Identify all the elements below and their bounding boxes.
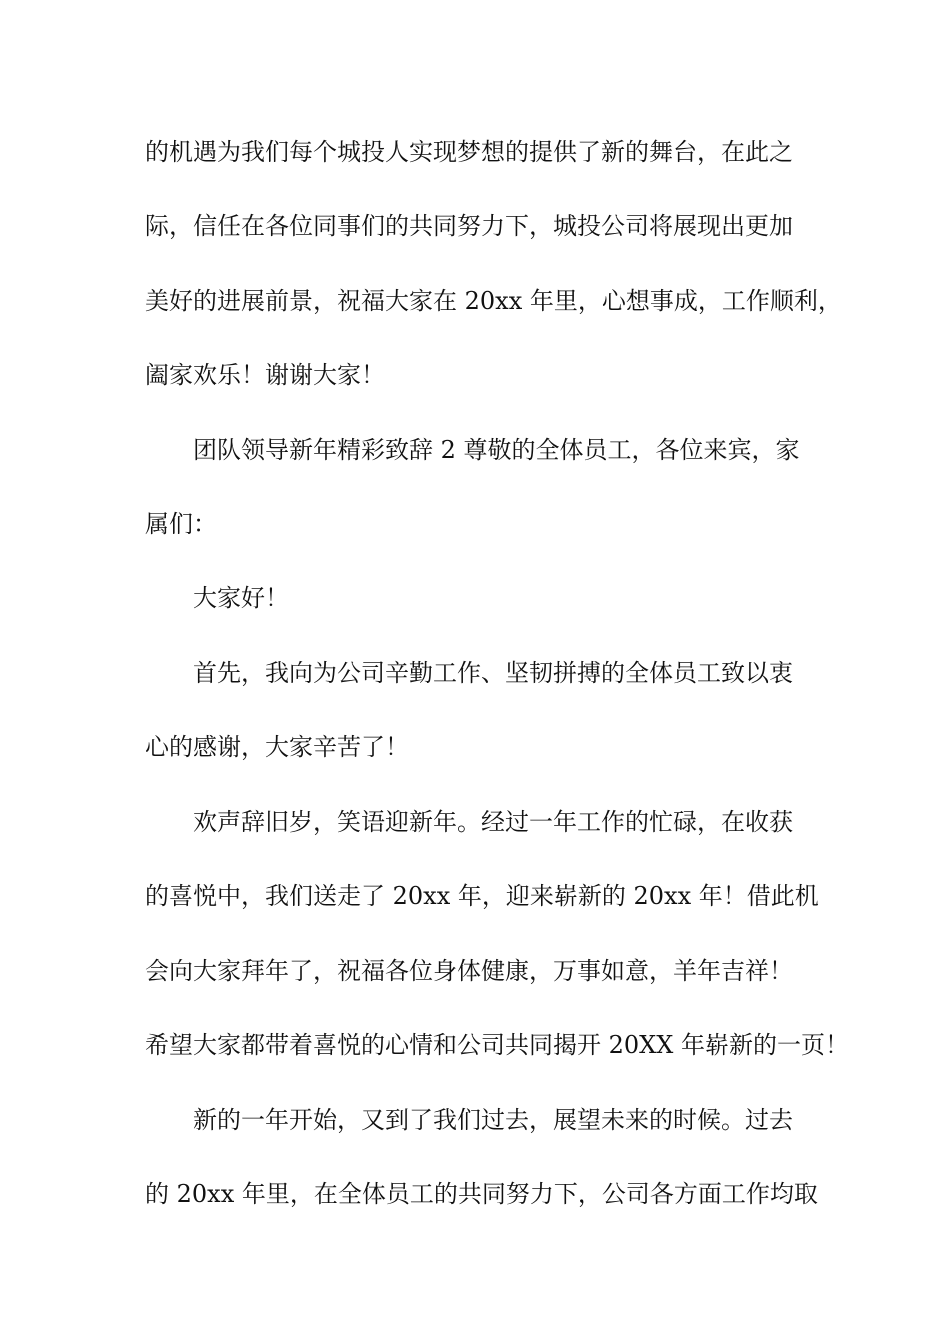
paragraph-first-line: 新的一年开始，又到了我们过去，展望未来的时候。过去 [193,1106,793,1134]
text-line: 属们： [145,510,217,538]
text-line: 会向大家拜年了，祝福各位身体健康，万事如意，羊年吉祥！ [145,957,793,985]
text-line: 希望大家都带着喜悦的心情和公司共同揭开 20XX 年崭新的一页！ [145,1031,849,1059]
text-line: 的喜悦中，我们送走了 20xx 年，迎来崭新的 20xx 年！借此机 [145,882,819,910]
text-line: 际，信任在各位同事们的共同努力下，城投公司将展现出更加 [145,212,793,240]
paragraph-first-line: 欢声辞旧岁，笑语迎新年。经过一年工作的忙碌，在收获 [193,808,793,836]
text-line: 阖家欢乐！谢谢大家！ [145,361,385,389]
paragraph-first-line: 大家好！ [193,584,289,612]
text-line: 心的感谢，大家辛苦了！ [145,733,409,761]
text-line: 美好的进展前景，祝福大家在 20xx 年里，心想事成，工作顺利， [145,287,842,315]
text-line: 的机遇为我们每个城投人实现梦想的提供了新的舞台，在此之 [145,138,793,166]
paragraph-first-line: 团队领导新年精彩致辞 2 尊敬的全体员工，各位来宾，家 [193,436,800,464]
paragraph-first-line: 首先，我向为公司辛勤工作、坚韧拼搏的全体员工致以衷 [193,659,793,687]
text-line: 的 20xx 年里，在全体员工的共同努力下，公司各方面工作均取 [145,1180,818,1208]
